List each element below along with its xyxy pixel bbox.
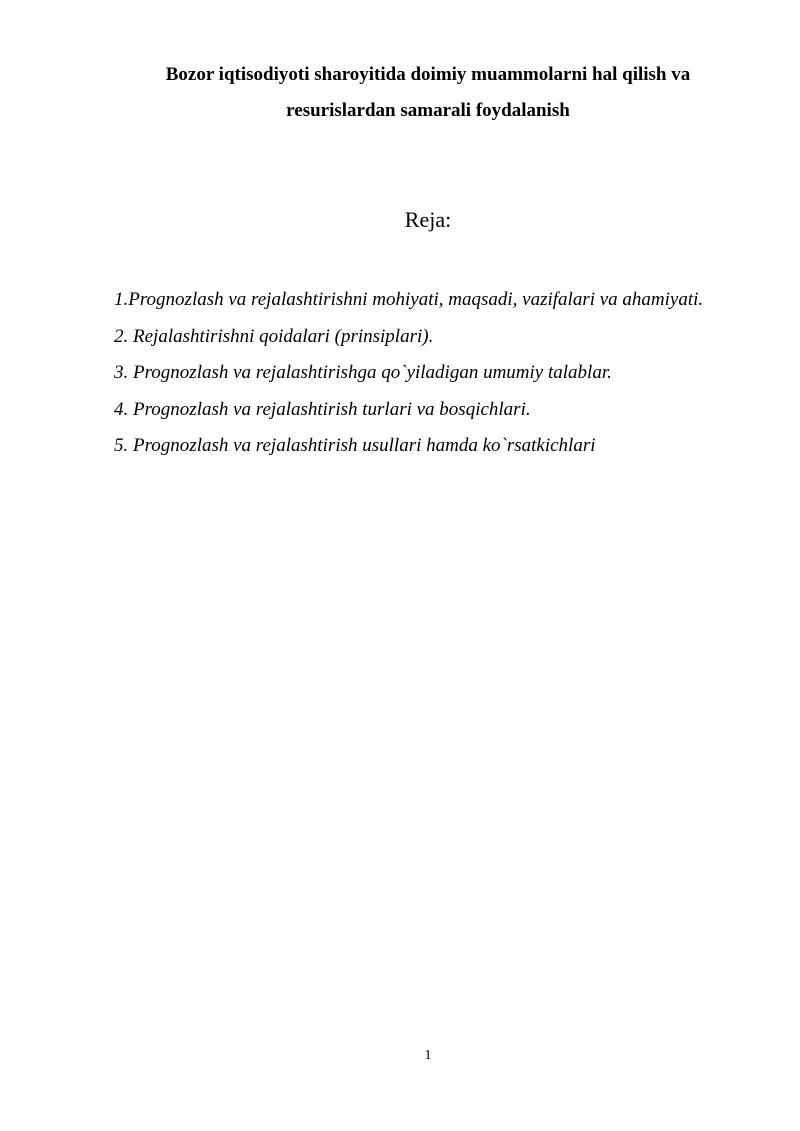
plan-item: 5. Prognozlash va rejalashtirish usullari hamda ko`rsatkichlari xyxy=(114,435,596,456)
plan-item: 1.Prognozlash va rejalashtirishni mohiyati, maqsadi, vazifalari va ahamiyati. xyxy=(114,289,704,310)
document-title: Bozor iqtisodiyoti sharoyitida doimiy muammolarni hal qilish va resurislardan samarali foydalanish xyxy=(165,64,691,121)
plan-list xyxy=(114,282,714,465)
page-number: 1 xyxy=(424,1048,432,1063)
plan-heading: Reja: xyxy=(404,207,452,232)
plan-item: 4. Prognozlash va rejalashtirish turlari va bosqichlari. xyxy=(114,398,531,420)
plan-item: 2. Rejalashtirishni qoidalari (prinsiplari). xyxy=(114,325,434,347)
plan-item: 3. Prognozlash va rejalashtirishga qo`yiladigan umumiy talablar. xyxy=(114,362,612,383)
